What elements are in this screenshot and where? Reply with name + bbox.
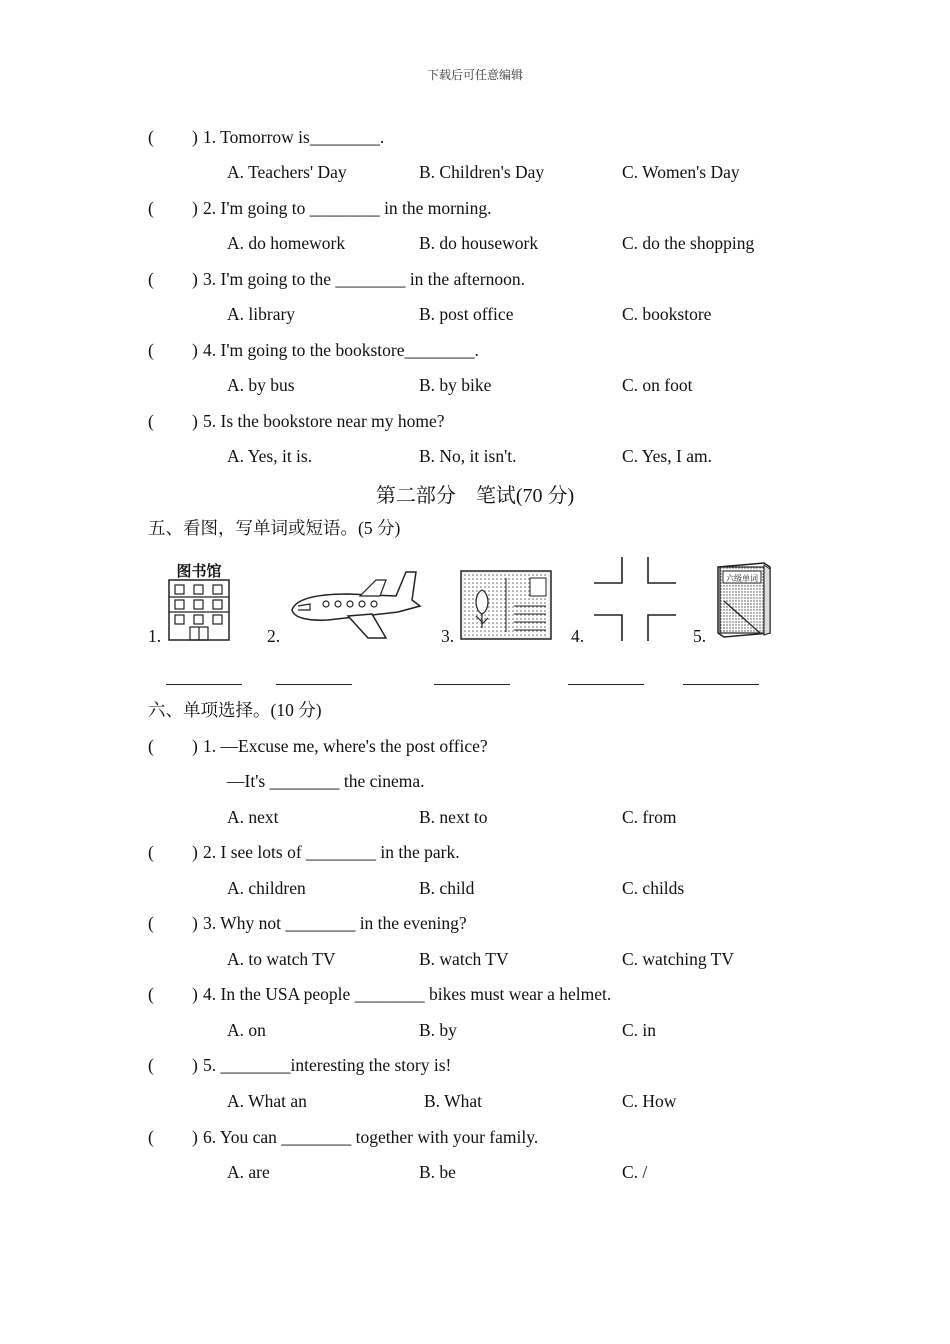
option-b: B. by bbox=[419, 1020, 457, 1040]
option-c: C. from bbox=[622, 807, 677, 827]
answer-bracket-right: ) bbox=[192, 984, 198, 1004]
option-b: B. by bike bbox=[419, 375, 492, 395]
library-sign-text: 图书馆 bbox=[176, 562, 222, 580]
answer-bracket-right: ) bbox=[192, 1055, 198, 1075]
question-stem: 2. I'm going to ________ in the morning. bbox=[203, 198, 492, 218]
picture-number: 2. bbox=[267, 626, 281, 646]
option-a: A. next bbox=[227, 807, 279, 827]
question-stem: 5. ________interesting the story is! bbox=[203, 1055, 452, 1075]
option-b: B. No, it isn't. bbox=[419, 446, 517, 466]
answer-bracket-right: ) bbox=[192, 913, 198, 933]
option-a: A. library bbox=[227, 304, 296, 324]
postcard-icon bbox=[460, 570, 552, 640]
option-b: B. What bbox=[424, 1091, 483, 1111]
answer-bracket-right: ) bbox=[192, 269, 198, 289]
answer-bracket-left: ( bbox=[148, 842, 154, 862]
answer-bracket-left: ( bbox=[148, 984, 154, 1004]
airplane-icon bbox=[288, 566, 422, 642]
option-a: A. are bbox=[227, 1162, 270, 1182]
answer-bracket-left: ( bbox=[148, 1127, 154, 1147]
section-heading: 五、看图，写单词或短语。(5 分) bbox=[148, 518, 401, 538]
question-stem: 4. I'm going to the bookstore________. bbox=[203, 340, 479, 360]
option-a: A. do homework bbox=[227, 233, 346, 253]
answer-bracket-left: ( bbox=[148, 127, 154, 147]
crossing-icon bbox=[594, 557, 676, 641]
option-a: A. children bbox=[227, 878, 306, 898]
answer-bracket-right: ) bbox=[192, 411, 198, 431]
option-b: B. do housework bbox=[419, 233, 539, 253]
option-a: A. Yes, it is. bbox=[227, 446, 313, 466]
picture-number: 4. bbox=[571, 626, 585, 646]
option-c: C. childs bbox=[622, 878, 685, 898]
option-b: B. post office bbox=[419, 304, 514, 324]
answer-bracket-left: ( bbox=[148, 913, 154, 933]
question-stem-line2: —It's ________ the cinema. bbox=[227, 771, 425, 791]
option-a: A. to watch TV bbox=[227, 949, 336, 969]
answer-bracket-right: ) bbox=[192, 736, 198, 756]
answer-bracket-left: ( bbox=[148, 1055, 154, 1075]
question-stem: 4. In the USA people ________ bikes must wear a helmet. bbox=[203, 984, 612, 1004]
answer-bracket-left: ( bbox=[148, 198, 154, 218]
question-stem: 3. I'm going to the ________ in the afternoon. bbox=[203, 269, 525, 289]
answer-bracket-left: ( bbox=[148, 411, 154, 431]
option-c: C. in bbox=[622, 1020, 657, 1040]
question-stem: 1. —Excuse me, where's the post office? bbox=[203, 736, 488, 756]
library-building-icon bbox=[165, 560, 233, 642]
question-stem: 6. You can ________ together with your family. bbox=[203, 1127, 539, 1147]
answer-blank[interactable] bbox=[166, 683, 242, 685]
part-title: 第二部分 笔试(70 分) bbox=[375, 485, 575, 507]
option-c: C. do the shopping bbox=[622, 233, 755, 253]
option-a: A. Teachers' Day bbox=[227, 162, 347, 182]
answer-bracket-right: ) bbox=[192, 340, 198, 360]
option-b: B. watch TV bbox=[419, 949, 509, 969]
book-icon bbox=[714, 561, 774, 639]
option-a: A. What an bbox=[227, 1091, 307, 1111]
option-a: A. on bbox=[227, 1020, 266, 1040]
question-stem: 2. I see lots of ________ in the park. bbox=[203, 842, 460, 862]
answer-bracket-left: ( bbox=[148, 736, 154, 756]
answer-bracket-left: ( bbox=[148, 340, 154, 360]
option-b: B. be bbox=[419, 1162, 456, 1182]
option-c: C. on foot bbox=[622, 375, 693, 395]
picture-number: 3. bbox=[441, 626, 455, 646]
option-b: B. Children's Day bbox=[419, 162, 545, 182]
answer-blank[interactable] bbox=[568, 683, 644, 685]
option-b: B. next to bbox=[419, 807, 488, 827]
question-stem: 3. Why not ________ in the evening? bbox=[203, 913, 467, 933]
option-c: C. How bbox=[622, 1091, 677, 1111]
section-heading: 六、单项选择。(10 分) bbox=[148, 700, 322, 720]
answer-blank[interactable] bbox=[434, 683, 510, 685]
option-c: C. / bbox=[622, 1162, 648, 1182]
answer-bracket-right: ) bbox=[192, 198, 198, 218]
page-header-note: 下载后可任意编辑 bbox=[426, 68, 523, 82]
answer-bracket-right: ) bbox=[192, 842, 198, 862]
answer-bracket-left: ( bbox=[148, 269, 154, 289]
option-c: C. Women's Day bbox=[622, 162, 740, 182]
answer-blank[interactable] bbox=[276, 683, 352, 685]
answer-bracket-right: ) bbox=[192, 1127, 198, 1147]
option-c: C. watching TV bbox=[622, 949, 734, 969]
answer-blank[interactable] bbox=[683, 683, 759, 685]
option-a: A. by bus bbox=[227, 375, 295, 395]
picture-number: 5. bbox=[693, 626, 707, 646]
book-cover-text: 六级单词 bbox=[726, 574, 758, 583]
picture-number: 1. bbox=[148, 626, 162, 646]
answer-bracket-right: ) bbox=[192, 127, 198, 147]
option-c: C. bookstore bbox=[622, 304, 712, 324]
option-c: C. Yes, I am. bbox=[622, 446, 712, 466]
question-stem: 5. Is the bookstore near my home? bbox=[203, 411, 445, 431]
option-b: B. child bbox=[419, 878, 475, 898]
question-stem: 1. Tomorrow is________. bbox=[203, 127, 385, 147]
